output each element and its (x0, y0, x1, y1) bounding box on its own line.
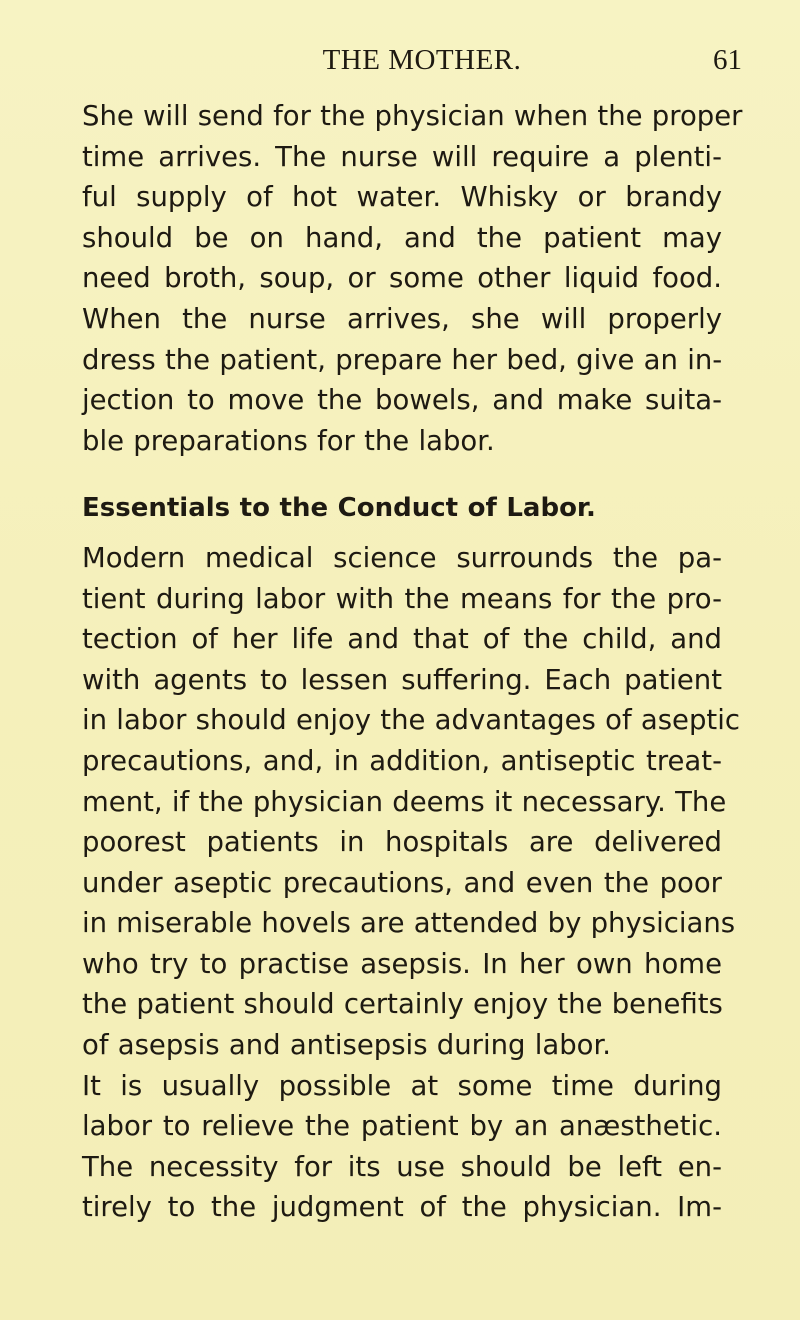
text-line: precautions, and, in addition, antiseptic treat- (82, 744, 722, 777)
text-line: Modern medical science surrounds the pa- (82, 541, 722, 574)
text-line: tient during labor with the means for the pro- (82, 582, 722, 615)
text-line: It is usually possible at some time during (82, 1069, 722, 1102)
text-line: need broth, soup, or some other liquid food. (82, 262, 722, 295)
text-line: tection of her life and that of the child, and (82, 623, 722, 656)
paragraph-1 (82, 96, 743, 461)
page-number: 61 (713, 44, 742, 76)
paragraph-3 (82, 1066, 722, 1228)
text-line: of asepsis and antisepsis during labor. (82, 1029, 612, 1062)
text-line: dress the patient, prepare her bed, give an in- (82, 343, 723, 376)
text-line: under aseptic precautions, and even the poor (82, 866, 722, 899)
text-line: jection to move the bowels, and make suita- (82, 384, 722, 417)
text-line: She will send for the physician when the proper (82, 100, 743, 132)
text-line: time arrives. The nurse will require a plenti- (82, 140, 722, 173)
text-line: The necessity for its use should be left en- (82, 1150, 722, 1183)
text-line: with agents to lessen suffering. Each patient (82, 663, 722, 696)
text-line: who try to practise asepsis. In her own home (82, 947, 722, 980)
text-line: in labor should enjoy the advantages of aseptic (82, 704, 740, 737)
text-line: ment, if the physician deems it necessary. The (82, 785, 727, 818)
running-title: THE MOTHER. (322, 44, 522, 76)
text-line: When the nurse arrives, she will properly (82, 302, 722, 335)
text-line: tirely to the judgment of the physician. Im- (82, 1191, 722, 1224)
body-text (82, 96, 743, 1228)
running-head (82, 40, 742, 80)
section-heading: Essentials to the Conduct of Labor. (82, 493, 596, 524)
text-line: ful supply of hot water. Whisky or brandy (82, 181, 722, 214)
text-line: should be on hand, and the patient may (82, 221, 722, 254)
text-line: labor to relieve the patient by an anæsthetic. (82, 1110, 722, 1143)
text-line: ble preparations for the labor. (82, 424, 495, 457)
text-line: in miserable hovels are attended by physicians (82, 907, 736, 940)
text-line: the patient should certainly enjoy the benefits (82, 988, 723, 1021)
text-line: poorest patients in hospitals are delivered (82, 826, 722, 859)
paragraph-2 (82, 538, 740, 1066)
